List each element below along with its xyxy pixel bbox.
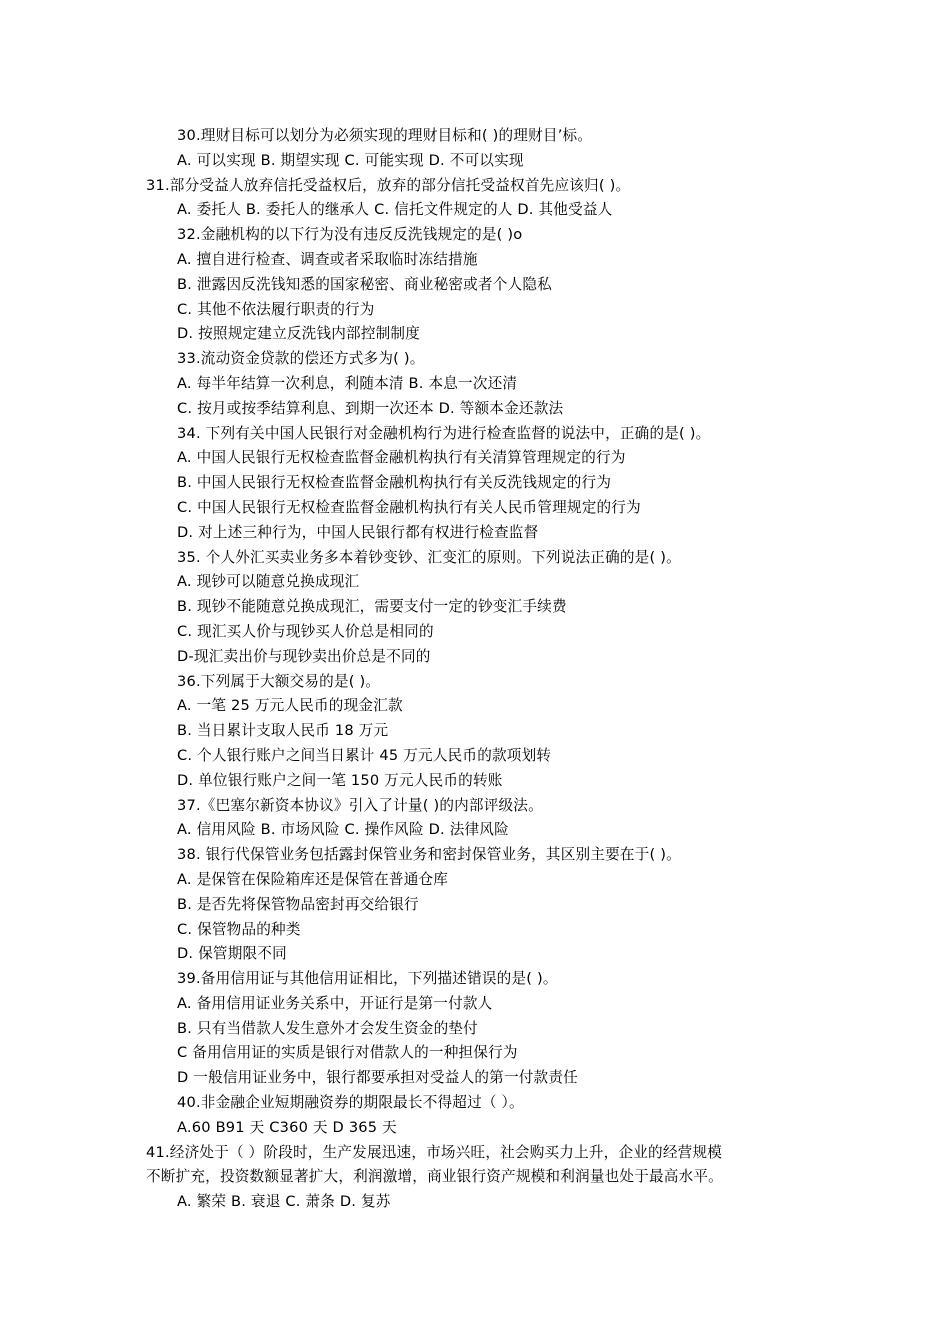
text-line: 38. 银行代保管业务包括露封保管业务和密封保管业务，其区别主要在于( )。 (177, 846, 681, 864)
text-line: 不断扩充，投资数额显著扩大，利润激增，商业银行资产规模和利润量也处于最高水平。 (146, 1168, 723, 1186)
text-line: 37.《巴塞尔新资本协议》引入了计量( )的内部评级法。 (177, 796, 543, 814)
text-line: C. 保管物品的种类 (177, 920, 301, 938)
text-line: A. 委托人 B. 委托人的继承人 C. 信托文件规定的人 D. 其他受益人 (177, 201, 613, 219)
text-line: 35. 个人外汇买卖业务多本着钞变钞、汇变汇的原则。下列说法正确的是( )。 (177, 548, 681, 566)
text-line: B. 泄露因反洗钱知悉的国家秘密、商业秘密或者个人隐私 (177, 275, 552, 293)
text-line: D-现汇卖出价与现钞卖出价总是不同的 (177, 647, 431, 665)
text-line: 36.下列属于大额交易的是( )。 (177, 672, 381, 690)
text-line: D 一般信用证业务中，银行都要承担对受益人的第一付款责任 (177, 1069, 578, 1087)
text-line: C. 按月或按季结算利息、到期一次还本 D. 等额本金还款法 (177, 399, 564, 417)
text-line: A. 一笔 25 万元人民币的现金汇款 (177, 697, 403, 715)
text-line: B. 中国人民银行无权检查监督金融机构执行有关反洗钱规定的行为 (177, 474, 612, 492)
text-line: C. 其他不依法履行职责的行为 (177, 300, 375, 318)
text-line: 31.部分受益人放弃信托受益权后，放弃的部分信托受益权首先应该归( )。 (146, 176, 631, 194)
text-line: C. 中国人民银行无权检查监督金融机构执行有关人民币管理规定的行为 (177, 498, 641, 516)
text-line: D. 单位银行账户之间一笔 150 万元人民币的转账 (177, 771, 503, 789)
text-line: A. 擅自进行检查、调查或者采取临时冻结措施 (177, 250, 478, 268)
text-line: 39.备用信用证与其他信用证相比，下列描述错误的是( )。 (177, 970, 558, 988)
text-line: D. 按照规定建立反洗钱内部控制制度 (177, 325, 421, 343)
text-line: D. 对上述三种行为，中国人民银行都有权进行检查监督 (177, 523, 539, 541)
text-line: A. 中国人民银行无权检查监督金融机构执行有关清算管理规定的行为 (177, 449, 626, 467)
text-line: 32.金融机构的以下行为没有违反反洗钱规定的是( )o (177, 226, 523, 244)
text-line: 34. 下列有关中国人民银行对金融机构行为进行检查监督的说法中，正确的是( )。 (177, 424, 711, 442)
text-line: A. 可以实现 B. 期望实现 C. 可能实现 D. 不可以实现 (177, 151, 524, 169)
text-line: B. 当日累计支取人民币 18 万元 (177, 722, 389, 740)
text-line: A. 备用信用证业务关系中，开证行是第一付款人 (177, 994, 493, 1012)
text-line: B. 只有当借款人发生意外才会发生资金的垫付 (177, 1019, 478, 1037)
text-line: D. 保管期限不同 (177, 945, 287, 963)
text-line: A. 繁荣 B. 衰退 C. 萧条 D. 复苏 (177, 1193, 391, 1211)
document-page (0, 124, 950, 1215)
text-line: B. 现钞不能随意兑换成现汇，需要支付一定的钞变汇手续费 (177, 598, 567, 616)
text-line: 41.经济处于（ ）阶段时，生产发展迅速，市场兴旺，社会购买力上升，企业的经营规模 (146, 1143, 723, 1161)
text-line: A. 现钞可以随意兑换成现汇 (177, 573, 360, 591)
text-line: 33.流动资金贷款的偿还方式多为( )。 (177, 350, 425, 368)
text-line: C 备用信用证的实质是银行对借款人的一种担保行为 (177, 1044, 518, 1062)
text-line: A. 是保管在保险箱库还是保管在普通仓库 (177, 870, 449, 888)
text-line: A. 信用风险 B. 市场风险 C. 操作风险 D. 法律风险 (177, 821, 509, 839)
text-line: A.60 B91 天 C360 天 D 365 天 (177, 1118, 397, 1136)
text-line: C. 现汇买人价与现钞买人价总是相同的 (177, 622, 434, 640)
text-line: 30.理财目标可以划分为必须实现的理财目标和( )的理财目’标。 (177, 127, 593, 144)
text-line: 40.非金融企业短期融资券的期限最长不得超过（ ）。 (177, 1094, 524, 1112)
text-line: B. 是否先将保管物品密封再交给银行 (177, 895, 419, 913)
text-line: A. 每半年结算一次利息，利随本清 B. 本息一次还清 (177, 374, 518, 392)
text-line: C. 个人银行账户之间当日累计 45 万元人民币的款项划转 (177, 746, 552, 764)
